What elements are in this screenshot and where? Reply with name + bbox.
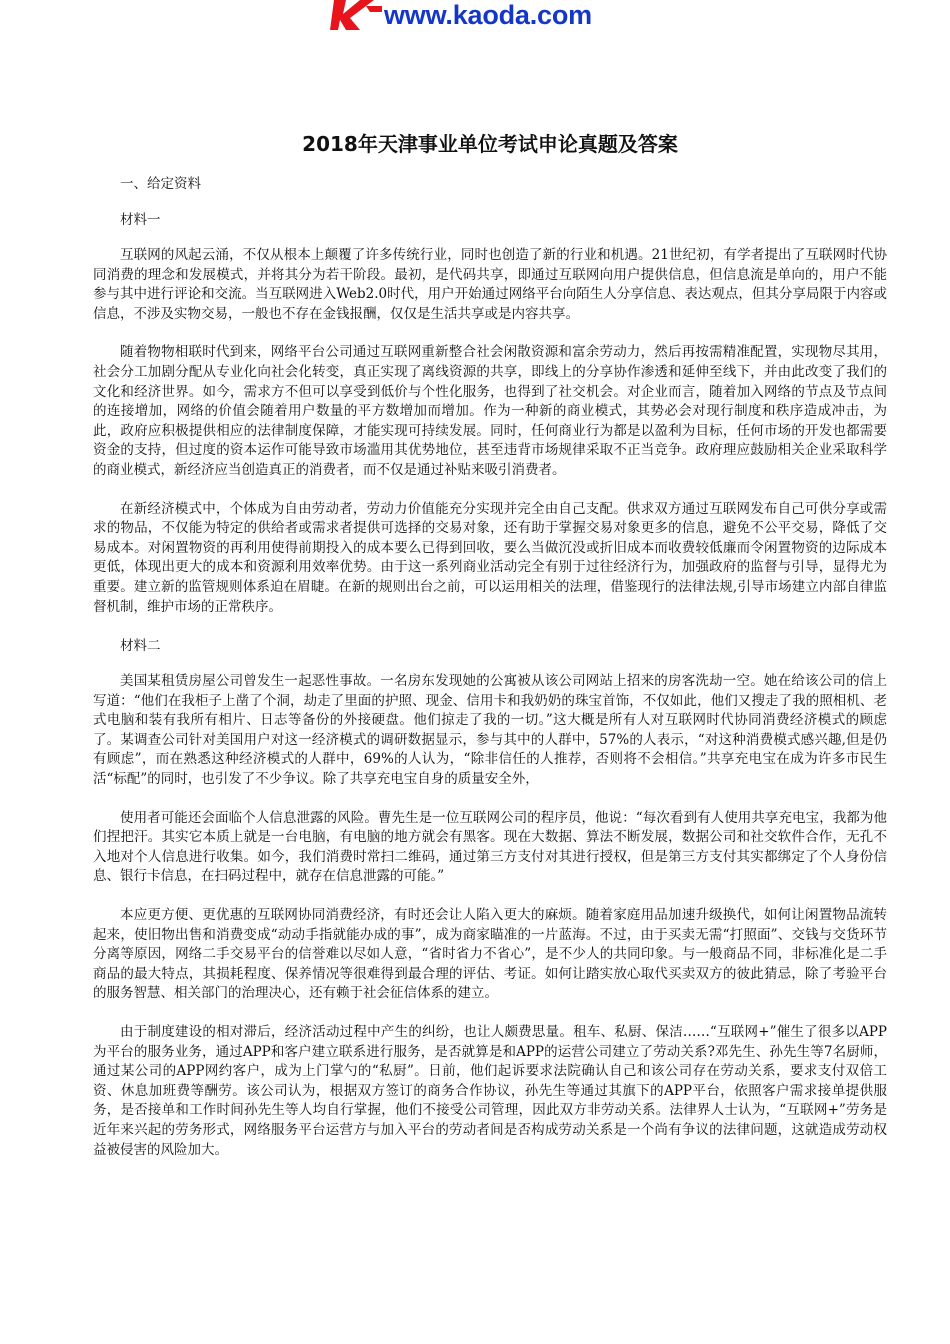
site-logo[interactable] <box>330 0 592 36</box>
paragraph: 互联网的风起云涌，不仅从根本上颠覆了许多传统行业，同时也创造了新的行业和机遇。21世纪初，有学者提出了互联网时代协同消费的理念和发展模式，并将其分为若干阶段。最初，是代码共享，即通过互联网向用户提供信息，但信息流是单向的，用户不能参与其中进行评论和交流。当互联网进入Web2.0时代，用户开始通过网络平台向陌生人分享信息、表达观点，但其分享局限于内容或信息，不涉及实物交易，一般也不存在金钱报酬，仅仅是生活共享或是内容共享。 <box>93 247 887 322</box>
paragraph: 本应更方便、更优惠的互联网协同消费经济，有时还会让人陷入更大的麻烦。随着家庭用品加速升级换代，如何让闲置物品流转起来，使旧物出售和消费变成“动动手指就能办成的事”，成为商家瞄准的一片蓝海。不过，由于买卖无需“打照面”、交钱与交货环节分离等原因，网络二手交易平台的信誉难以尽如人意，“省时省力不省心”，是不少人的共同印象。与一般商品不同，非标准化是二手商品的最大特点，其损耗程度、保养情况等很难得到最合理的评估、考证。如何让踏实放心取代买卖双方的彼此猜忌，除了考验平台的服务智慧、相关部门的治理决心，还有赖于社会征信体系的建立。 <box>93 907 887 1002</box>
paragraph: 使用者可能还会面临个人信息泄露的风险。曹先生是一位互联网公司的程序员，他说：“每次看到有人使用共享充电宝，我都为他们捏把汗。其实它本质上就是一台电脑，有电脑的地方就会有黑客。现在大数据、算法不断发展，数据公司和社交软件合作，无孔不入地对个人信息进行收集。如今，我们消费时常扫二维码，通过第三方支付对其进行授权，但是第三方支付其实都绑定了个人身份信息、银行卡信息，在扫码过程中，就存在信息泄露的可能。” <box>93 809 887 885</box>
paragraph: 在新经济模式中，个体成为自由劳动者，劳动力价值能充分实现并完全由自己支配。供求双方通过互联网发布自己可供分享或需求的物品，不仅能为特定的供给者或需求者提供可选择的交易对象，还有助于掌握交易对象更多的信息，避免不公平交易，降低了交易成本。对闲置物资的再利用使得前期投入的成本要么已得到回收，要么当做沉没或折旧成本而收费较低廉而令闲置物资的边际成本更低，体现出更大的成本和资源利用效率优势。由于这一系列商业活动完全有别于过往经济行为，加强政府的监督与引导，显得尤为重要。建立新的监管规则体系迫在眉睫。在新的规则出台之前，可以运用相关的法理，借鉴现行的法律法规,引导市场建立内部自律监督机制，维护市场的正常秩序。 <box>93 500 887 615</box>
material-label: 材料二 <box>120 638 161 655</box>
document-body <box>93 124 887 1179</box>
material-label: 材料一 <box>120 212 161 228</box>
page-title: 2018年天津事业单位考试申论真题及答案 <box>302 132 678 156</box>
paragraph: 随着物物相联时代到来，网络平台公司通过互联网重新整合社会闲散资源和富余劳动力，然后再按需精准配置，实现物尽其用，社会分工加剧分配从专业化向社会化转变，真正实现了离线资源的共享，即线上的分享协作渗透和延伸至线下，并由此改变了我们的文化和经济世界。如今，需求方不但可以享受到低价与个性化服务，也得到了社交机会。对企业而言，随着加入网络的节点及节点间的连接增加，网络的价值会随着用户数量的平方数增加而增加。作为一种新的商业模式，其势必会对现行制度和秩序造成冲击，为此，政府应积极提供相应的法律制度保障，才能实现可持续发展。同时，任何商业行为都是以盈利为目标，任何市场的开发也都需要资金的支持，但过度的资本运作可能导致市场滥用其优势地位，甚至违背市场规律采取不正当竞争。政府理应鼓励相关企业采取科学的商业模式，新经济应当创造真正的消费者，而不仅是通过补贴来吸引消费者。 <box>93 344 887 478</box>
kaoda-logo-icon <box>330 0 382 30</box>
paragraph: 美国某租赁房屋公司曾发生一起恶性事故。一名房东发现她的公寓被从该公司网站上招来的房客洗劫一空。她在给该公司的信上写道：“他们在我柜子上凿了个洞，劫走了里面的护照、现金、信用卡和我奶奶的珠宝首饰，不仅如此，他们又搜走了我的照相机、老式电脑和装有我所有相片、日志等备份的外接硬盘。他们掠走了我的一切。”这大概是所有人对互联网时代协同消费经济模式的顾虑了。某调查公司针对美国用户对这一经济模式的调研数据显示，参与其中的人群中，57%的人表示，“对这种消费模式感兴趣,但是仍有顾虑”，而在熟悉这种经济模式的人群中，69%的人认为，“除非信任的人推荐，否则将不会相信。”共享充电宝在成为许多市民生活“标配”的同时，也引发了不少争议。除了共享充电宝自身的质量安全外， <box>93 673 887 788</box>
section-heading: 一、给定资料 <box>120 176 201 192</box>
paragraph: 由于制度建设的相对滞后，经济活动过程中产生的纠纷，也让人颇费思量。租车、私厨、保洁……“互联网+”催生了很多以APP为平台的服务业务，通过APP和客户建立联系进行服务，是否就算是和APP的运营公司建立了劳动关系?邓先生、孙先生等7名厨师，通过某公司的APP网约客户，成为上门掌勺的“私厨”。日前，他们起诉要求法院确认自己和该公司存在劳动关系，要求支付双倍工资、休息加班费等酬劳。该公司认为，根据双方签订的商务合作协议，孙先生等通过其旗下的APP平台，依照客户需求接单提供服务，是否接单和工作时间孙先生等人均自行掌握，他们不接受公司管理，因此双方非劳动关系。法律界人士认为，“互联网+”劳务是近年来兴起的劳务形式，网络服务平台运营方与加入平台的劳动者间是否构成劳动关系是一个尚有争议的法律问题，这就造成劳动权益被侵害的风险加大。 <box>93 1024 887 1158</box>
logo-url-text: www.kaoda.com <box>384 0 592 30</box>
